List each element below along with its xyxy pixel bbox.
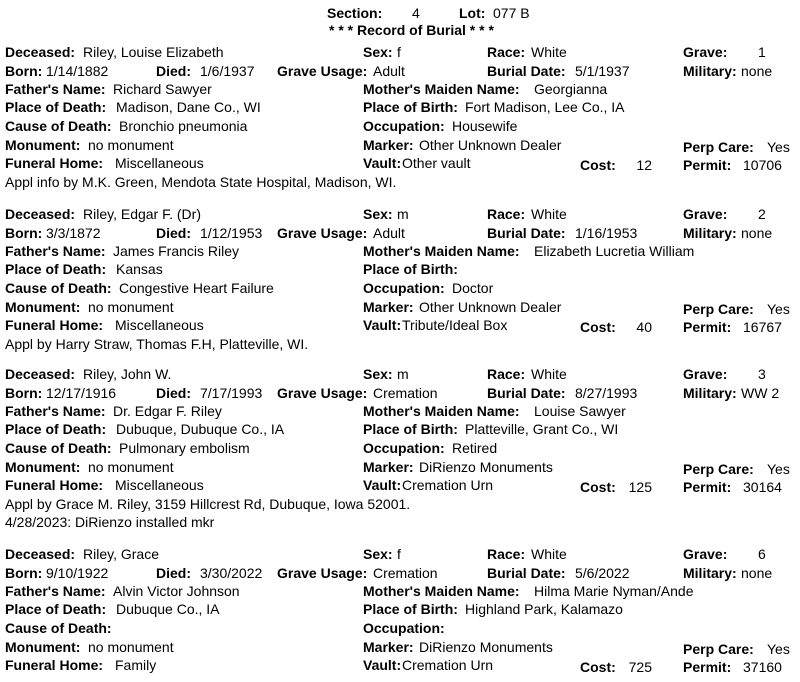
place-of-birth-value: Platteville, Grant Co., WI (465, 421, 619, 437)
mother-value: Louise Sawyer (534, 403, 626, 419)
monument-value: no monument (88, 639, 174, 655)
monument-value: no monument (88, 459, 174, 475)
sex-label: Sex: (363, 546, 393, 562)
place-of-birth-label: Place of Birth: (363, 261, 458, 277)
record-note: Appl info by M.K. Green, Mendota State Hospital, Madison, WI. (5, 174, 397, 190)
funeral-home-label: Funeral Home: (5, 155, 104, 171)
perp-care-value: Yes (767, 139, 790, 155)
grave-usage-label: Grave Usage: (277, 63, 368, 79)
permit-label: Permit: (683, 479, 732, 495)
monument-value: no monument (88, 137, 174, 153)
deceased-value: Riley, Edgar F. (Dr) (83, 206, 201, 222)
permit-label: Permit: (683, 319, 732, 335)
marker-label: Marker: (363, 137, 414, 153)
place-of-death-value: Kansas (116, 261, 163, 277)
deceased-label: Deceased: (5, 206, 76, 222)
military-label: Military: (683, 565, 737, 581)
cost-value: 12 (636, 157, 652, 173)
lot-value: 077 B (493, 5, 530, 21)
marker-label: Marker: (363, 459, 414, 475)
sex-label: Sex: (363, 366, 393, 382)
grave-label: Grave: (683, 206, 728, 222)
father-value: Alvin Victor Johnson (113, 583, 240, 599)
occupation-value: Housewife (452, 118, 518, 134)
born-label: Born: (5, 225, 43, 241)
grave-value: 3 (758, 366, 766, 382)
father-value: James Francis Riley (113, 243, 240, 259)
military-value: none (741, 225, 773, 241)
place-of-death-label: Place of Death: (5, 601, 107, 617)
perp-care-value: Yes (767, 301, 790, 317)
place-of-death-value: Dubuque, Dubuque Co., IA (116, 421, 285, 437)
cost-value: 725 (628, 659, 652, 675)
father-label: Father's Name: (5, 243, 106, 259)
born-value: 9/10/1922 (46, 565, 109, 581)
race-label: Race: (487, 206, 526, 222)
died-label: Died: (156, 225, 191, 241)
perp-care-label: Perp Care: (683, 461, 754, 477)
grave-usage-value: Adult (373, 63, 405, 79)
military-label: Military: (683, 63, 737, 79)
deceased-label: Deceased: (5, 44, 76, 60)
vault-label: Vault: (363, 657, 402, 673)
section-label: Section: (327, 5, 383, 21)
cause-of-death-label: Cause of Death: (5, 440, 112, 456)
permit-value: 16767 (743, 319, 782, 335)
father-value: Richard Sawyer (113, 81, 212, 97)
occupation-value: Retired (452, 440, 498, 456)
lot-label: Lot: (459, 5, 486, 21)
burial-date-value: 5/1/1937 (575, 63, 630, 79)
record-title: * * * Record of Burial * * * (329, 22, 494, 38)
father-label: Father's Name: (5, 81, 106, 97)
cause-of-death-label: Cause of Death: (5, 280, 112, 296)
perp-care-label: Perp Care: (683, 641, 754, 657)
occupation-value: Doctor (452, 280, 494, 296)
cost-label: Cost: (580, 319, 616, 335)
father-label: Father's Name: (5, 583, 106, 599)
mother-label: Mother's Maiden Name: (363, 243, 520, 259)
military-value: none (741, 63, 773, 79)
cause-of-death-label: Cause of Death: (5, 620, 112, 636)
perp-care-label: Perp Care: (683, 139, 754, 155)
burial-date-value: 5/6/2022 (575, 565, 630, 581)
died-label: Died: (156, 565, 191, 581)
grave-label: Grave: (683, 366, 728, 382)
race-label: Race: (487, 546, 526, 562)
grave-value: 6 (758, 546, 766, 562)
funeral-home-value: Miscellaneous (115, 317, 204, 333)
burial-date-label: Burial Date: (487, 385, 566, 401)
marker-value: DiRienzo Monuments (419, 639, 553, 655)
sex-label: Sex: (363, 206, 393, 222)
monument-label: Monument: (5, 299, 81, 315)
place-of-death-label: Place of Death: (5, 261, 107, 277)
place-of-birth-value: Highland Park, Kalamazo (465, 601, 623, 617)
monument-label: Monument: (5, 639, 81, 655)
race-value: White (531, 44, 567, 60)
deceased-label: Deceased: (5, 546, 76, 562)
cause-of-death-value: Congestive Heart Failure (119, 280, 274, 296)
monument-value: no monument (88, 299, 174, 315)
grave-label: Grave: (683, 546, 728, 562)
cause-of-death-value: Pulmonary embolism (119, 440, 250, 456)
deceased-label: Deceased: (5, 366, 76, 382)
place-of-death-label: Place of Death: (5, 99, 107, 115)
race-label: Race: (487, 366, 526, 382)
died-value: 1/12/1953 (200, 225, 263, 241)
vault-value: Tribute/Ideal Box (402, 317, 508, 333)
deceased-value: Riley, Louise Elizabeth (83, 44, 224, 60)
grave-usage-value: Cremation (373, 565, 438, 581)
born-label: Born: (5, 63, 43, 79)
cost-value: 125 (628, 479, 652, 495)
cost-value: 40 (636, 319, 652, 335)
vault-label: Vault: (363, 477, 402, 493)
perp-care-value: Yes (767, 641, 790, 657)
grave-usage-value: Cremation (373, 385, 438, 401)
sex-value: f (397, 44, 401, 60)
occupation-label: Occupation: (363, 280, 445, 296)
sex-value: f (397, 546, 401, 562)
deceased-value: Riley, Grace (83, 546, 159, 562)
burial-record (0, 0, 800, 190)
marker-label: Marker: (363, 639, 414, 655)
vault-value: Other vault (402, 155, 471, 171)
perp-care-value: Yes (767, 461, 790, 477)
race-label: Race: (487, 44, 526, 60)
monument-label: Monument: (5, 137, 81, 153)
monument-label: Monument: (5, 459, 81, 475)
cost-label: Cost: (580, 659, 616, 675)
marker-value: Other Unknown Dealer (419, 299, 562, 315)
race-value: White (531, 546, 567, 562)
cost-label: Cost: (580, 479, 616, 495)
perp-care-label: Perp Care: (683, 301, 754, 317)
born-value: 3/3/1872 (46, 225, 101, 241)
section-value: 4 (412, 5, 420, 21)
military-value: none (741, 565, 773, 581)
mother-value: Hilma Marie Nyman/Ande (534, 583, 694, 599)
grave-label: Grave: (683, 44, 728, 60)
sex-value: m (397, 206, 409, 222)
grave-value: 1 (758, 44, 766, 60)
born-value: 12/17/1916 (46, 385, 117, 401)
died-label: Died: (156, 63, 191, 79)
funeral-home-label: Funeral Home: (5, 477, 104, 493)
sex-value: m (397, 366, 409, 382)
permit-value: 10706 (743, 157, 782, 173)
grave-value: 2 (758, 206, 766, 222)
place-of-death-value: Madison, Dane Co., WI (116, 99, 261, 115)
occupation-label: Occupation: (363, 620, 445, 636)
born-label: Born: (5, 385, 43, 401)
vault-value: Cremation Urn (402, 477, 494, 493)
permit-value: 30164 (743, 479, 782, 495)
cause-of-death-value: Bronchio pneumonia (119, 118, 248, 134)
mother-label: Mother's Maiden Name: (363, 583, 520, 599)
born-label: Born: (5, 565, 43, 581)
race-value: White (531, 366, 567, 382)
place-of-death-label: Place of Death: (5, 421, 107, 437)
funeral-home-value: Miscellaneous (115, 477, 204, 493)
grave-usage-label: Grave Usage: (277, 225, 368, 241)
burial-record (0, 502, 800, 682)
died-label: Died: (156, 385, 191, 401)
grave-usage-label: Grave Usage: (277, 385, 368, 401)
permit-label: Permit: (683, 157, 732, 173)
military-label: Military: (683, 385, 737, 401)
cause-of-death-label: Cause of Death: (5, 118, 112, 134)
mother-label: Mother's Maiden Name: (363, 403, 520, 419)
sex-label: Sex: (363, 44, 393, 60)
military-value: WW 2 (741, 385, 780, 401)
burial-record (0, 162, 800, 352)
father-value: Dr. Edgar F. Riley (113, 403, 222, 419)
permit-value: 37160 (743, 659, 782, 675)
died-value: 7/17/1993 (200, 385, 263, 401)
burial-date-value: 8/27/1993 (575, 385, 638, 401)
race-value: White (531, 206, 567, 222)
marker-label: Marker: (363, 299, 414, 315)
died-value: 3/30/2022 (200, 565, 263, 581)
permit-label: Permit: (683, 659, 732, 675)
funeral-home-value: Miscellaneous (115, 155, 204, 171)
funeral-home-label: Funeral Home: (5, 317, 104, 333)
military-label: Military: (683, 225, 737, 241)
grave-usage-label: Grave Usage: (277, 565, 368, 581)
place-of-birth-value: Fort Madison, Lee Co., IA (465, 99, 625, 115)
burial-date-label: Burial Date: (487, 63, 566, 79)
cost-label: Cost: (580, 157, 616, 173)
funeral-home-label: Funeral Home: (5, 657, 104, 673)
vault-label: Vault: (363, 317, 402, 333)
record-note: Appl by Harry Straw, Thomas F.H, Platteville, WI. (5, 336, 309, 352)
mother-value: Georgianna (534, 81, 608, 97)
occupation-label: Occupation: (363, 118, 445, 134)
funeral-home-value: Family (115, 657, 157, 673)
born-value: 1/14/1882 (46, 63, 109, 79)
place-of-death-value: Dubuque Co., IA (116, 601, 220, 617)
burial-date-label: Burial Date: (487, 565, 566, 581)
place-of-birth-label: Place of Birth: (363, 421, 458, 437)
mother-value: Elizabeth Lucretia William (534, 243, 695, 259)
father-label: Father's Name: (5, 403, 106, 419)
record-note-2: 4/28/2023: DiRienzo installed mkr (5, 514, 215, 530)
vault-value: Cremation Urn (402, 657, 494, 673)
place-of-birth-label: Place of Birth: (363, 99, 458, 115)
vault-label: Vault: (363, 155, 402, 171)
died-value: 1/6/1937 (200, 63, 255, 79)
burial-date-value: 1/16/1953 (575, 225, 638, 241)
deceased-value: Riley, John W. (83, 366, 172, 382)
marker-value: Other Unknown Dealer (419, 137, 562, 153)
burial-record (0, 322, 800, 530)
mother-label: Mother's Maiden Name: (363, 81, 520, 97)
grave-usage-value: Adult (373, 225, 405, 241)
place-of-birth-label: Place of Birth: (363, 601, 458, 617)
occupation-label: Occupation: (363, 440, 445, 456)
record-note: Appl by Grace M. Riley, 3159 Hillcrest Rd, Dubuque, Iowa 52001. (5, 496, 411, 512)
marker-value: DiRienzo Monuments (419, 459, 553, 475)
burial-date-label: Burial Date: (487, 225, 566, 241)
